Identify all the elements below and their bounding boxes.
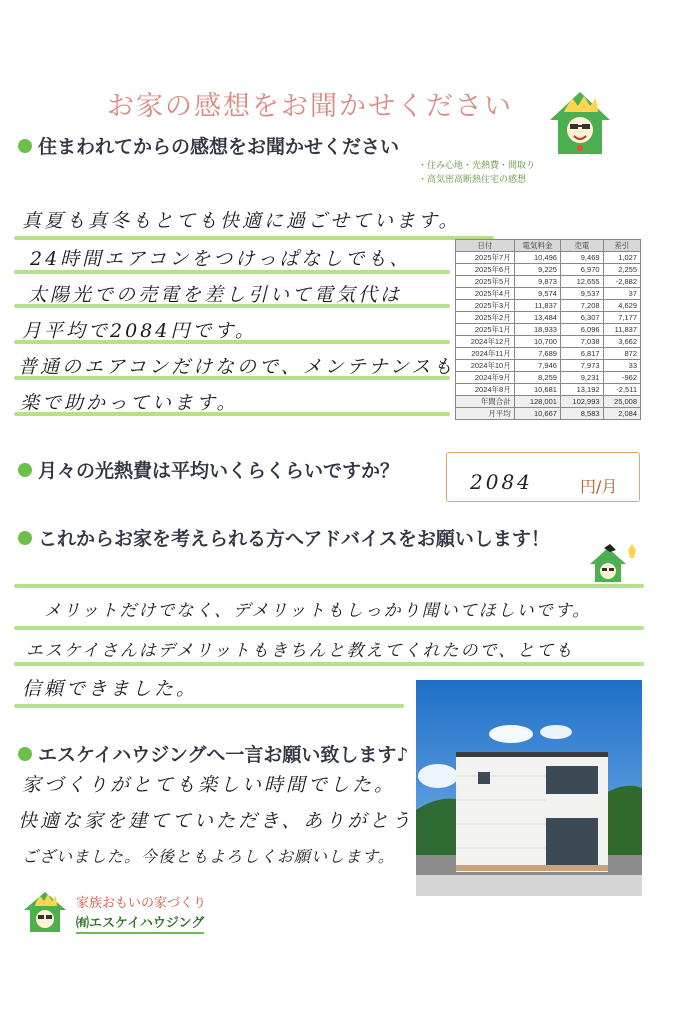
table-cell: 9,225 (514, 264, 560, 276)
table-cell: 102,993 (560, 396, 603, 408)
table-cell: 6,970 (560, 264, 603, 276)
table-cell: 2,084 (603, 408, 640, 420)
writing-line (14, 626, 644, 630)
table-cell: 13,484 (514, 312, 560, 324)
page-title: お家の感想をお聞かせください (107, 91, 513, 122)
table-cell: 8,583 (560, 408, 603, 420)
impression-note-1: ・住み心地・光熱費・間取り (418, 161, 536, 171)
table-row (456, 276, 641, 288)
table-cell: 9,537 (560, 288, 603, 300)
impression-line-2: 24時間エアコンをつけっぱなしでも、 (30, 248, 412, 270)
utility-value: 2084 (470, 470, 533, 494)
table-cell: 18,933 (514, 324, 560, 336)
table-cell: 2025年5月 (456, 276, 515, 288)
table-cell: 2025年3月 (456, 300, 515, 312)
impression-line-5: 普通のエアコンだけなので、メンテナンスも (18, 356, 456, 378)
table-cell: 2025年1月 (456, 324, 515, 336)
table-cell: 2024年8月 (456, 384, 515, 396)
table-cell: 6,096 (560, 324, 603, 336)
table-cell: 12,655 (560, 276, 603, 288)
bullet-dot-icon (18, 139, 32, 153)
table-cell: 9,231 (560, 372, 603, 384)
table-cell: 11,837 (514, 300, 560, 312)
table-cell: 10,700 (514, 336, 560, 348)
table-summary-row (456, 396, 641, 408)
table-cell: 2025年7月 (456, 252, 515, 264)
table-cell: 2,255 (603, 264, 640, 276)
advice-line-2: エスケイさんはデメリットもきちんと教えてくれたので、とても (26, 641, 575, 661)
table-cell: 2024年10月 (456, 360, 515, 372)
utility-unit: 円/月 (580, 477, 618, 496)
table-row (456, 360, 641, 372)
footer-tagline: 家族おもいの家づくり (76, 896, 207, 911)
impression-line-4: 月平均で2084円です。 (22, 320, 257, 342)
table-row (456, 348, 641, 360)
table-cell: 6,817 (560, 348, 603, 360)
message-line-1: 家づくりがとても楽しい時間でした。 (22, 774, 397, 796)
impression-line-3: 太陽光での売電を差し引いて電気代は (28, 284, 403, 306)
table-cell: 8,259 (514, 372, 560, 384)
impression-note-2: ・高気密高断熱住宅の感想 (418, 175, 527, 185)
table-cell: 128,001 (514, 396, 560, 408)
table-row (456, 288, 641, 300)
table-row (456, 384, 641, 396)
table-row (456, 324, 641, 336)
table-cell: 13,192 (560, 384, 603, 396)
table-header: 差引 (603, 240, 640, 252)
bullet-dot-icon (18, 747, 32, 761)
table-row (456, 312, 641, 324)
table-cell: 872 (603, 348, 640, 360)
impression-line-1: 真夏も真冬もとても快適に過ごせています。 (22, 210, 461, 232)
advice-heading-text: これからお家を考えられる方へアドバイスをお願いします！ (38, 528, 550, 550)
table-row (456, 264, 641, 276)
house-mascot-icon (22, 890, 68, 934)
electricity-bill-table (455, 239, 641, 420)
table-cell: 2025年4月 (456, 288, 515, 300)
advice-line-1: メリットだけでなく、デメリットもしっかり聞いてほしいです。 (44, 601, 592, 621)
table-cell: 9,574 (514, 288, 560, 300)
table-row (456, 252, 641, 264)
table-cell: 7,038 (560, 336, 603, 348)
table-cell: 7,208 (560, 300, 603, 312)
house-mascot-icon (588, 544, 640, 584)
message-heading-text: エスケイハウジングへ一言お願い致します♪ (38, 744, 409, 766)
impression-heading-text: 住まわれてからの感想をお聞かせください (38, 136, 400, 158)
table-cell: 10,496 (514, 252, 560, 264)
table-cell: 11,837 (603, 324, 640, 336)
table-cell: 37 (603, 288, 640, 300)
table-header: 電気料金 (514, 240, 560, 252)
table-cell: 9,469 (560, 252, 603, 264)
table-cell: 2024年9月 (456, 372, 515, 384)
table-cell: 4,629 (603, 300, 640, 312)
table-row (456, 336, 641, 348)
message-line-3: ございました。今後ともよろしくお願いします。 (22, 847, 395, 866)
advice-line-3: 信頼できました。 (22, 678, 199, 700)
table-cell: -2,882 (603, 276, 640, 288)
table-cell: 10,681 (514, 384, 560, 396)
table-cell: 7,973 (560, 360, 603, 372)
bullet-dot-icon (18, 463, 32, 477)
table-cell: 33 (603, 360, 640, 372)
table-cell: 10,667 (514, 408, 560, 420)
message-heading (18, 740, 409, 767)
message-line-2: 快適な家を建てていただき、ありがとう (18, 810, 414, 832)
table-cell: 年間合計 (456, 396, 515, 408)
writing-line (14, 662, 644, 666)
table-cell: 2024年11月 (456, 348, 515, 360)
table-cell: 2025年6月 (456, 264, 515, 276)
utility-heading-text: 月々の光熱費は平均いくらくらいですか？ (38, 460, 400, 482)
table-row (456, 300, 641, 312)
table-cell: 7,689 (514, 348, 560, 360)
table-header: 日付 (456, 240, 515, 252)
table-summary-row (456, 408, 641, 420)
table-cell: -962 (603, 372, 640, 384)
table-cell: 3,662 (603, 336, 640, 348)
table-cell: -2,511 (603, 384, 640, 396)
house-photo (416, 680, 642, 896)
table-cell: 1,027 (603, 252, 640, 264)
table-row (456, 372, 641, 384)
utility-heading (18, 456, 399, 483)
table-cell: 9,873 (514, 276, 560, 288)
table-cell: 7,946 (514, 360, 560, 372)
impression-line-6: 楽で助かっています。 (20, 392, 239, 414)
table-cell: 2025年2月 (456, 312, 515, 324)
house-mascot-icon (548, 90, 612, 156)
table-header-row (456, 240, 641, 252)
impression-heading (18, 132, 399, 159)
writing-line (14, 584, 644, 588)
table-cell: 25,008 (603, 396, 640, 408)
bullet-dot-icon (18, 531, 32, 545)
table-cell: 6,307 (560, 312, 603, 324)
writing-line (14, 704, 404, 708)
writing-line (14, 236, 494, 240)
table-cell: 2024年12月 (456, 336, 515, 348)
advice-heading (18, 524, 550, 551)
footer-company: ㈲エスケイハウジング (76, 912, 204, 934)
table-cell: 7,177 (603, 312, 640, 324)
table-cell: 月平均 (456, 408, 515, 420)
table-header: 売電 (560, 240, 603, 252)
